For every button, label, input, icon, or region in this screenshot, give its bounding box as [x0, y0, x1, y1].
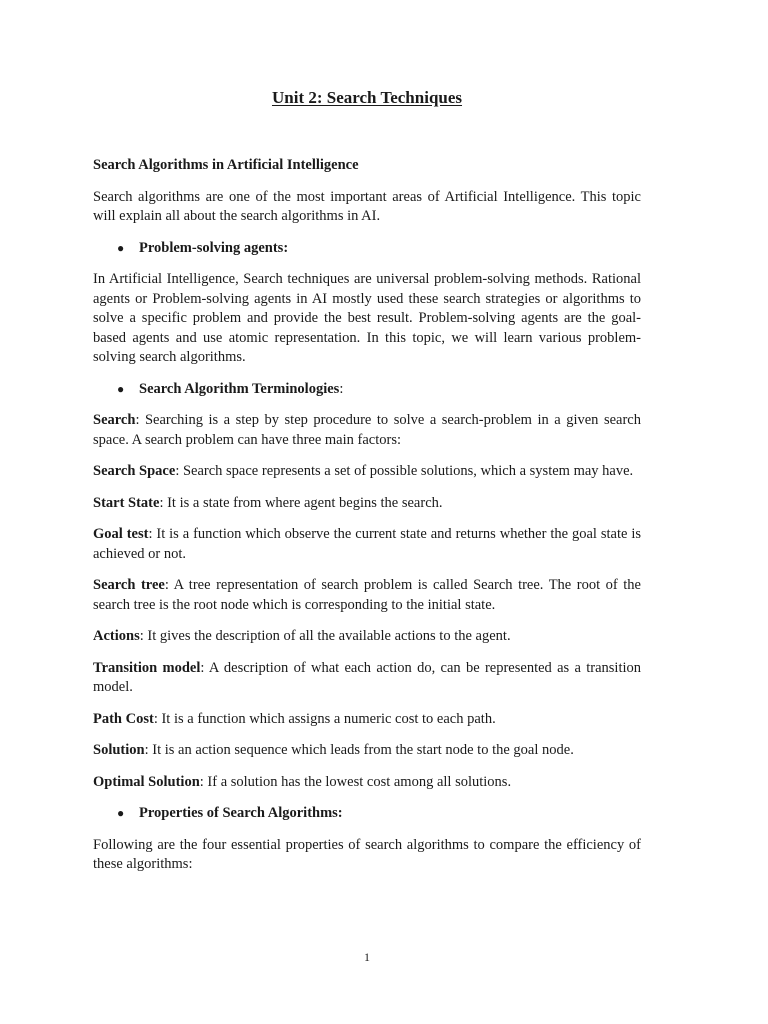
page-number: 1 — [364, 950, 370, 964]
term-search-tree — [93, 576, 641, 615]
term-label: Search — [93, 412, 136, 428]
term-definition: : A tree representation of search problem is called Search tree. The root of the search tree is the root node which is corresponding to the initial state. — [93, 577, 641, 613]
bullet-search-terminologies — [93, 380, 641, 400]
bullet-label: Search Algorithm Terminologies — [139, 380, 340, 397]
term-definition: : It gives the description of all the available actions to the agent. — [139, 628, 511, 644]
term-definition: : It is a state from where agent begins the search. — [159, 494, 443, 511]
properties-intro-paragraph: Following are the four essential properties of search algorithms to compare the efficiency of these algorithms: — [93, 836, 641, 872]
term-transition-model — [93, 659, 641, 698]
term-label: Transition model — [93, 659, 201, 676]
document-page — [93, 0, 641, 1024]
page-title-text: Unit 2: Search Techniques — [271, 88, 463, 107]
section-heading: Search Algorithms in Artificial Intelligence — [93, 157, 359, 173]
bullet-dot: ● — [117, 381, 125, 396]
term-label: Path Cost — [93, 710, 154, 727]
term-definition: : Searching is a step by step procedure to solve a search-problem in a given search space. A search problem can have three main factors: — [93, 412, 641, 448]
term-definition: : Search space represents a set of possible solutions, which a system may have. — [175, 463, 634, 479]
term-definition: : It is an action sequence which leads from the start node to the goal node. — [144, 742, 574, 758]
document-body — [93, 156, 641, 887]
page-title — [93, 87, 641, 109]
bullet-suffix: : — [339, 380, 344, 397]
bullet-problem-solving-agents — [93, 239, 641, 259]
term-path-cost — [93, 710, 641, 730]
term-label: Search Space — [93, 463, 176, 479]
term-label: Search tree — [93, 577, 165, 593]
term-label: Goal test — [93, 526, 149, 542]
term-actions — [93, 627, 641, 647]
bullet-dot: ● — [117, 806, 125, 820]
term-label: Start State — [93, 494, 160, 511]
intro-paragraph: Search algorithms are one of the most important areas of Artificial Intelligence. This topic will explain all about the search algorithms in AI. — [93, 188, 641, 224]
term-definition: : If a solution has the lowest cost among all solutions. — [199, 773, 512, 790]
term-definition: : A description of what each action do, can be represented as a transition model. — [93, 659, 641, 695]
term-search — [93, 411, 641, 450]
term-label: Actions — [93, 628, 140, 644]
term-optimal-solution — [93, 773, 641, 793]
term-definition: : It is a function which observe the current state and returns whether the goal state is achieved or not. — [93, 526, 641, 562]
term-start-state — [93, 494, 641, 514]
term-label: Solution — [93, 742, 145, 758]
bullet-properties — [93, 804, 641, 824]
problem-solving-paragraph: In Artificial Intelligence, Search techniques are universal problem-solving methods. Rational agents or Problem-solving agents in AI mostly used these search strategies or algorithms to solve a specific problem and provide the best result. Problem-solving agents are the goal-based agents and use atomic representation. In this topic, we will learn various problem-solving search algorithms. — [93, 271, 641, 365]
term-label: Optimal Solution — [93, 773, 200, 790]
term-definition: : It is a function which assigns a numeric cost to each path. — [153, 710, 496, 727]
bullet-label: Problem-solving agents: — [139, 239, 289, 256]
term-goal-test — [93, 525, 641, 564]
term-solution — [93, 741, 641, 761]
term-search-space — [93, 462, 641, 482]
bullet-label: Properties of Search Algorithms: — [139, 805, 343, 821]
bullet-dot: ● — [117, 240, 125, 255]
